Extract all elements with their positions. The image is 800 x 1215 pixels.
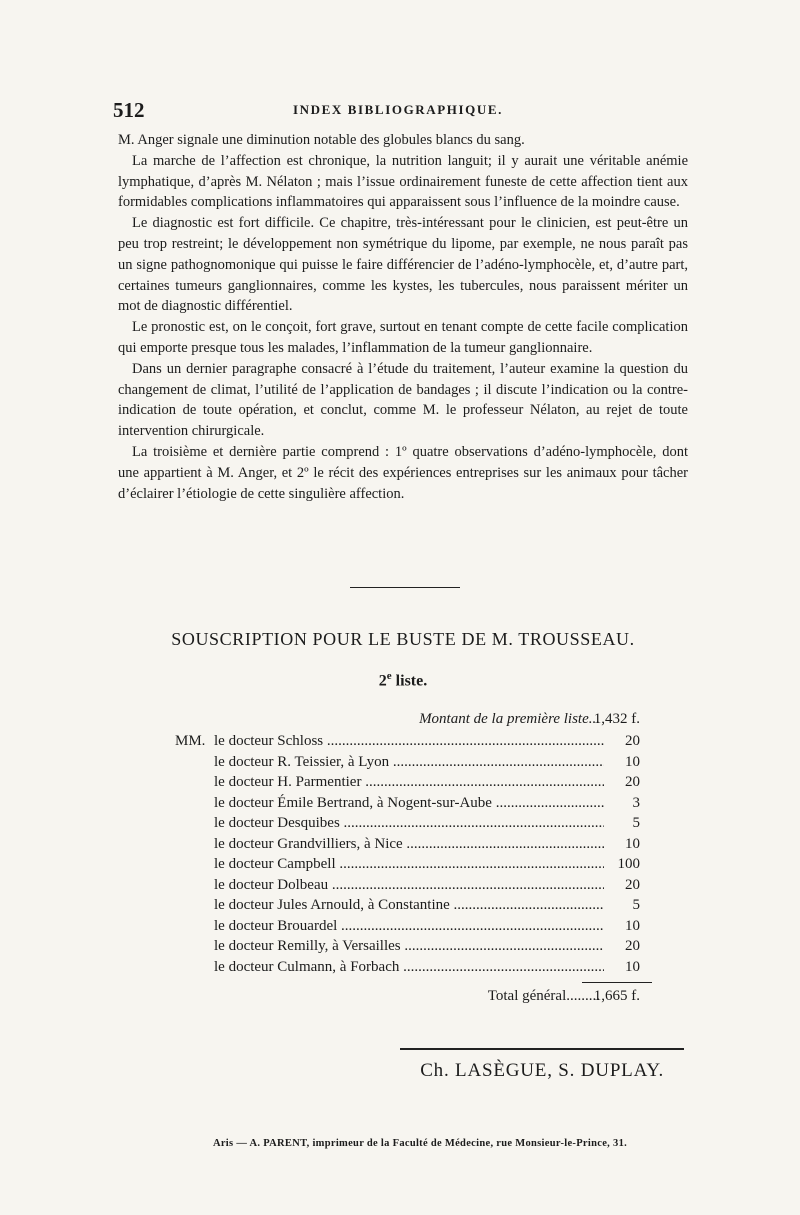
donor-amount: 5 [606,813,640,834]
donor-amount: 10 [606,957,640,978]
donor-row [175,895,640,916]
donor-amount: 10 [606,752,640,773]
paragraph: Le pronostic est, on le conçoit, fort grave, surtout en tenant compte de cette facile complication qui emporte presque tous les malades, l’inflammation de la tumeur ganglionnaire. [118,319,688,356]
previous-total-label: Montant de la première liste... [419,711,600,727]
donor-amount: 20 [606,875,640,896]
donor-amount: 3 [606,793,640,814]
donor-name: le docteur Émile Bertrand, à Nogent-sur-Aube ..... [214,793,604,814]
donor-amount: 20 [606,936,640,957]
paragraph: La marche de l’affection est chronique, la nutrition languit; il y aurait une véritable anémie lymphatique, d’après M. Nélaton ; mais l’issue ordinairement funeste de cette affection tient aux formidables complications inflammatoires qui apparaissent sous l’influence de la moindre cause. [118,152,688,211]
paragraph: Dans un dernier paragraphe consacré à l’étude du traitement, l’auteur examine la question du changement de climat, l’utilité de l’application de bandages ; il discute l’indication ou la contre-indication de toute opération, et conclut, comme M. le professeur Nélaton, au rejet de toute intervention chirurgicale. [118,360,688,440]
signature-rule [400,1048,684,1050]
donor-row [175,772,640,793]
donor-amount: 5 [606,895,640,916]
list-title [118,670,688,690]
grand-total-amount: 1,665 f. [593,988,640,1004]
grand-total-label: Total général......... [487,988,600,1004]
donor-name: le docteur Brouardel ..... [214,916,604,937]
donor-amount: 20 [606,772,640,793]
donor-name: le docteur Desquibes ..... [214,813,604,834]
donor-row [175,752,640,773]
list-number-suffix: e [386,670,392,682]
list-word: liste. [391,672,428,690]
running-head: INDEX BIBLIOGRAPHIQUE. [292,102,503,117]
donor-name: le docteur R. Teissier, à Lyon ..... [214,752,604,773]
donor-name: le docteur Remilly, à Versailles ..... [214,936,604,957]
donor-row [175,957,640,978]
donor-name: le docteur Grandvilliers, à Nice ..... [214,834,604,855]
paragraph: La troisième et dernière partie comprend : 1º quatre observations d’adéno-lymphocèle, dont une appartient à M. Anger, et 2º le récit des expériences entreprises sur les animaux pour tâcher d’éclairer l’étiologie de cette singulière affection. [118,443,688,502]
donor-amount: 20 [606,731,640,752]
donor-row [175,834,640,855]
donor-row [175,793,640,814]
donor-amount: 10 [606,834,640,855]
donor-row [175,731,640,752]
donor-name: le docteur Schloss ..... [214,731,604,752]
total-rule [582,982,652,983]
body-text [118,130,688,504]
page-header [113,98,683,120]
subscription-title: SOUSCRIPTION POUR LE BUSTE DE M. TROUSSEAU. [171,629,635,649]
donor-amount: 100 [606,854,640,875]
donor-name: le docteur Campbell ..... [214,854,604,875]
section-divider [350,587,460,588]
paragraph: Le diagnostic est fort difficile. Ce chapitre, très-intéressant pour le clinicien, est peut-être un peu trop restreint; le développement non symétrique du lipome, par exemple, ne nous paraît pas un signe pathognomonique qui puisse le faire différencier de l’adéno-lymphocèle, et, d’autre part, certaines tumeurs ganglionnaires, comme les kystes, les tubercules, nous paraissent mériter un mot de diagnostic différentiel. [118,215,688,315]
donor-name: le docteur H. Parmentier ..... [214,772,604,793]
previous-total-amount: 1,432 f. [593,711,640,727]
donor-row [175,936,640,957]
donor-row [175,813,640,834]
donor-amount: 10 [606,916,640,937]
donor-name: le docteur Culmann, à Forbach ..... [214,957,604,978]
mm-prefix: MM. [175,733,206,749]
donor-list [175,731,640,977]
page-number: 512 [113,98,145,122]
donor-row [175,854,640,875]
signature: Ch. LASÈGUE, S. DUPLAY. [420,1060,664,1081]
list-number: 2 [378,672,387,690]
paragraph: M. Anger signale une diminution notable des globules blancs du sang. [118,132,525,148]
donor-name: le docteur Dolbeau ..... [214,875,604,896]
donor-name: le docteur Jules Arnould, à Constantine ..... [214,895,604,916]
donor-row [175,875,640,896]
printer-footer: Aris — A. PARENT, imprimeur de la Faculté de Médecine, rue Monsieur-le-Prince, 31. [212,1138,628,1149]
donor-row [175,916,640,937]
